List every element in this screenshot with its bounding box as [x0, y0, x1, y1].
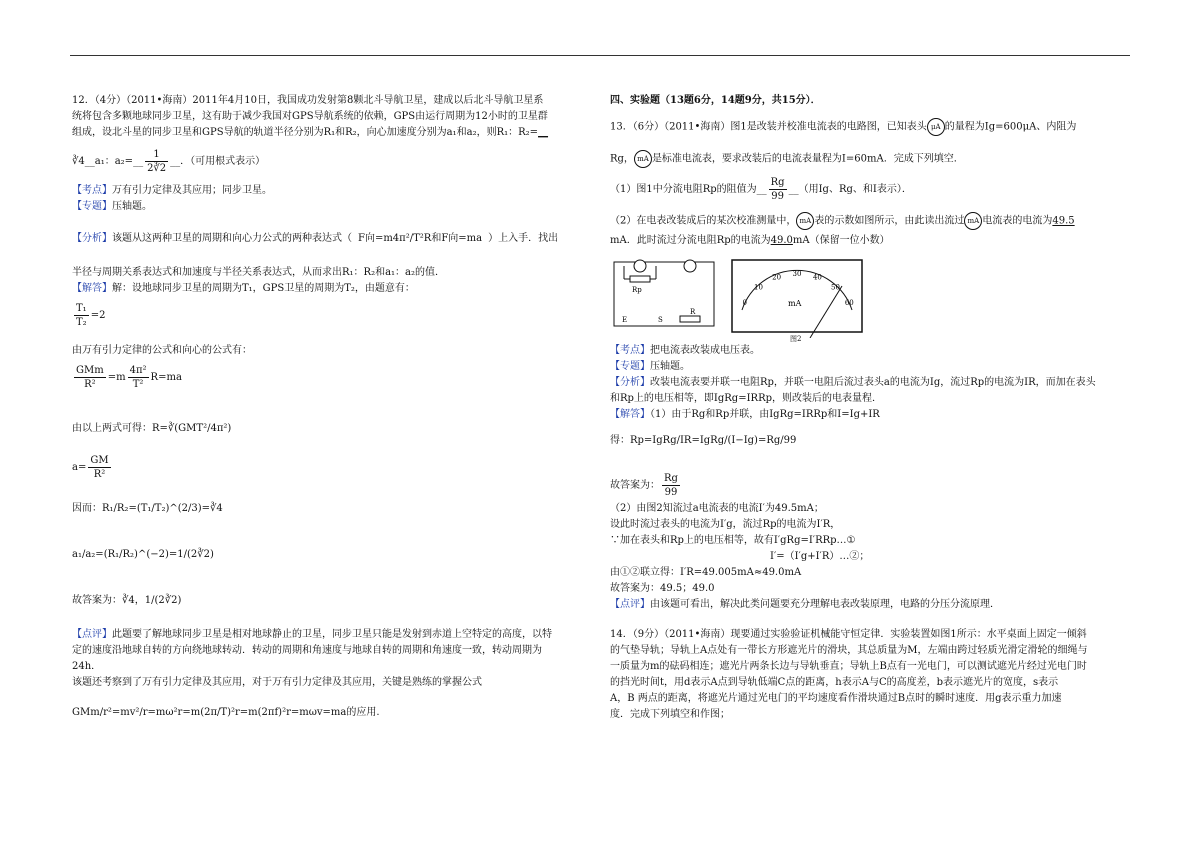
dianping-line-3: 24h．	[72, 661, 102, 672]
dial-tick-label: 40	[812, 273, 822, 282]
ammeter-dial-figure	[730, 258, 865, 338]
microammeter-icon: μA	[927, 118, 945, 136]
eq-accel-ratio: a₁/a₂=(R₁/R₂)^(−2)=1/(2∛2)	[72, 549, 214, 560]
fenxi-line-2: 半径与周期关系表达式和加速度与半径关系表达式，从而求出R₁：R₂和a₁：a₂的值．	[72, 267, 446, 278]
eq-radius: 由以上两式可得：R=∛(GMT²/4π²)	[72, 423, 232, 434]
zhuanti: 【专题】压轴题。	[610, 361, 690, 372]
dianping-line-4: 该题还考察到了万有引力定律及其应用，对于万有引力定律及其应用，关键是熟练的掌握公式	[72, 677, 482, 688]
dial-needle	[810, 286, 842, 338]
q14-line-6: 度．完成下列填空和作图；	[610, 709, 730, 720]
fenxi-line-2: 和Rp上的电压相等，即IgRg=IRRp，则改装后的电表量程．	[610, 393, 883, 404]
jieda: 【解答】解：设地球同步卫星的周期为T₁，GPS卫星的周期为T₂，由题意有：	[72, 283, 415, 294]
label-e: E	[622, 316, 628, 324]
q13-line-1: 13．（6分）（2011•海南）图1是改装并校准电流表的电路图，已知表头 μA 的量程为Ig=600μA、内阻为	[610, 118, 1076, 136]
eq-gravitation: $\frac{\text{GMm}}{\text{R²}}$ =m $\frac{\text{4π²}}{\text{T²}}$ R=ma	[76, 365, 182, 390]
dial-tick-label: 60	[844, 298, 854, 307]
q13-part-2b: mA．此时流过分流电阻Rp的电流为49.0mA（保留一位小数）	[610, 235, 890, 246]
jieda-2: （2）由图2知流过a电流表的电流I′为49.5mA；	[610, 503, 824, 514]
q14-line-5: A，B 两点的距离，将遮光片通过光电门的平均速度看作滑块通过B点时的瞬时速度．用g表示重力加速	[610, 693, 1062, 704]
circuit-figure	[610, 256, 720, 336]
jieda-3: 设此时流过表头的电流为I′g，流过Rp的电流为I′R，	[610, 519, 841, 530]
dianping: 【点评】由该题可看出，解决此类问题要充分理解电表改装原理，电路的分压分流原理．	[610, 599, 1000, 610]
fenxi-formula: F向=m4π²/T²R和F向=ma	[358, 233, 483, 244]
jieda-4: ∵加在表头和Rp上的电压相等，故有I′gRg=I′RRp…①	[610, 535, 856, 546]
dial-tick-label: 10	[754, 283, 763, 292]
dial-tick-label: 50	[831, 283, 840, 292]
label-s: S	[658, 316, 663, 324]
eq-period-ratio: $\frac{\text{T₁}}{\text{T₂}}$ =2	[76, 303, 106, 328]
jieda-7: 故答案为：49.5；49.0	[610, 583, 715, 594]
answer-r-ratio: ∛4	[72, 156, 85, 167]
answer-rp: $\frac{Rg}{99}$	[770, 177, 785, 202]
jieda: 【解答】（1）由于Rg和Rp并联，由IgRg=IRRp和I=Ig+IR	[610, 409, 880, 420]
ua-meter-symbol	[634, 260, 646, 272]
milliammeter-icon: mA	[634, 150, 652, 168]
dial-tick-label: 20	[772, 273, 782, 282]
q12-line-3: 组成，设北斗星的同步卫星和GPS导航的轨道半径分别为R₁和R₂，向心加速度分别为a₁和a₂，则R₁：R₂=__	[72, 127, 549, 138]
q12-answer-line: ∛4__a₁：a₂=__ $\frac{1}{2∛2}$ __．（可用根式表示）	[72, 149, 266, 174]
answer-line: 故答案为： $\frac{Rg}{99}$	[610, 473, 678, 498]
text-wanyou: 由万有引力定律的公式和向心的公式有：	[72, 345, 252, 356]
fig2-caption: 图2	[790, 335, 802, 343]
fenxi: 【分析】改装电流表要并联一电阻Rp，并联一电阻后流过表头a的电流为Ig，流过Rp的电流为IR，而加在表头	[610, 377, 1096, 388]
dial-tick-label: 0	[742, 298, 747, 307]
eq-acceleration: a= $\frac{GM}{\text{R²}}$	[72, 455, 109, 480]
q13-line-2: Rg， mA 是标准电流表，要求改装后的电流表量程为I=60mA．完成下列填空．	[610, 150, 964, 168]
q14-line-3: 一质量为m的砝码相连；遮光片两条长边与导轨垂直；导轨上B点有一光电门，可以测试遮光片经过光电门时	[610, 661, 1087, 672]
jieda-6: 由①②联立得：I′R=49.005mA≈49.0mA	[610, 567, 802, 578]
dial-tick-label: 30	[792, 270, 802, 278]
dianping-formula: GMm/r²=mv²/r=mω²r=m(2π/T)²r=m(2πf)²r=mωv=ma的应用.	[72, 707, 380, 718]
q12-line-1: 12．（4分）（2011•海南）2011年4月10日，我国成功发射第8颗北斗导航卫星，建成以后北斗导航卫星系	[72, 95, 544, 106]
header-rule	[70, 55, 1130, 56]
kaodian: 【考点】万有引力定律及其应用；同步卫星。	[72, 185, 272, 196]
q13-part-2: （2）在电表改装成后的某次校准测量中， mA 表的示数如图所示，由此读出流过 mA 电流表的电流为49.5	[610, 212, 1075, 230]
milliammeter-icon: mA	[796, 212, 814, 230]
shunt-resistor	[630, 276, 650, 282]
dial-unit: mA	[788, 299, 802, 308]
rheostat	[680, 316, 700, 322]
label-r: R	[690, 308, 696, 316]
answer-summary: 故答案为：∛4，1/(2∛2)	[72, 595, 182, 606]
kaodian: 【考点】把电流表改装成电压表。	[610, 345, 760, 356]
answer-rp-current: 49.0	[770, 235, 793, 246]
fenxi: 【分析】该题从这两种卫星的周期和向心力公式的两种表达式（ F向=m4π²/T²R和F向=ma ）上入手．找出	[72, 233, 559, 244]
label-rp: Rp	[632, 286, 642, 294]
q14-line-1: 14．（9分）（2011•海南）现要通过实验验证机械能守恒定律．实验装置如图1所示：水平桌面上固定一倾斜	[610, 629, 1087, 640]
q14-line-2: 的气垫导轨；导轨上A点处有一带长方形遮光片的滑块，其总质量为M，左端由跨过轻质光滑定滑轮的细绳与	[610, 645, 1088, 656]
answer-current: 49.5	[1052, 215, 1075, 227]
dianping: 【点评】此题要了解地球同步卫星是相对地球静止的卫星，同步卫星只能是发射到赤道上空特定的高度，以特	[72, 629, 552, 640]
jieda-5: I′=（I′g+I′R）…②；	[770, 551, 870, 562]
q12-line-2: 统将包含多颗地球同步卫星，这有助于减少我国对GPS导航系统的依赖，GPS由运行周期为12小时的卫星群	[72, 111, 548, 122]
q14-line-4: 的挡光时间t，用d表示A点到导轨低端C点的距离，h表示A与C的高度差，b表示遮光片的宽度，s表示	[610, 677, 1059, 688]
section-title: 四、实验题（13题6分，14题9分，共15分）．	[610, 95, 821, 106]
eq-rp: 得：Rp=IgRg/IR=IgRg/(I−Ig)=Rg/99	[610, 435, 797, 446]
ma-meter-symbol	[684, 260, 696, 272]
dianping-line-2: 定的速度沿地球自转的方向绕地球转动．转动的周期和角速度与地球自转的周期和角速度一致，转动周期为	[72, 645, 542, 656]
milliammeter-icon: mA	[964, 212, 982, 230]
eq-radius-ratio: 因而：R₁/R₂=(T₁/T₂)^(2/3)=∛4	[72, 503, 223, 514]
zhuanti: 【专题】压轴题。	[72, 201, 152, 212]
q13-part-1: （1）图1中分流电阻Rp的阻值为__ $\frac{Rg}{99}$ __（用Ig、Rg、和I表示）．	[610, 177, 912, 202]
answer-a-ratio: $\frac{1}{2∛2}$	[147, 149, 167, 174]
